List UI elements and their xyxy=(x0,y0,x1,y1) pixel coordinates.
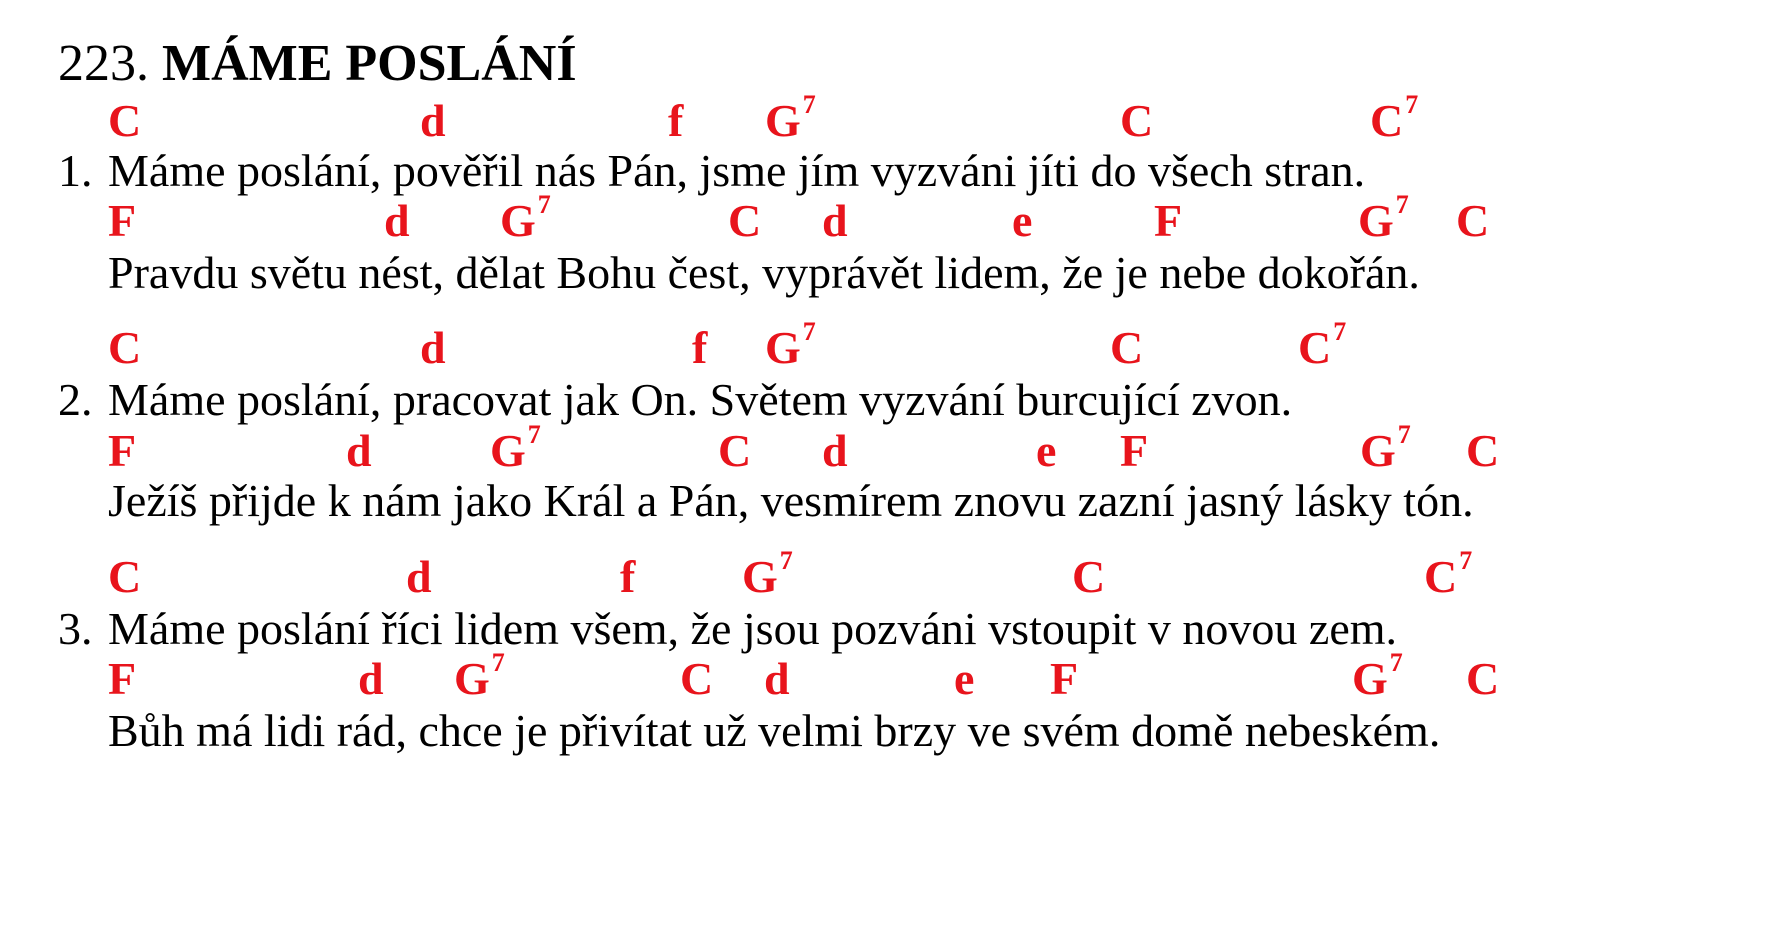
chord-root: G xyxy=(765,322,801,373)
chord-root: F xyxy=(108,425,137,476)
chord-root: G xyxy=(765,95,801,146)
chord-root: d xyxy=(384,195,410,246)
chord xyxy=(765,317,816,373)
chord xyxy=(108,425,137,476)
chord xyxy=(500,190,551,246)
chord xyxy=(420,322,446,373)
song-name: MÁME POSLÁNÍ xyxy=(162,35,577,92)
chord xyxy=(954,653,975,704)
chord-extension: 7 xyxy=(1405,90,1419,119)
chord xyxy=(1110,322,1144,373)
lyric-line xyxy=(0,247,1773,310)
chord-root: C xyxy=(1298,322,1332,373)
chord xyxy=(1466,653,1500,704)
chord xyxy=(692,322,708,373)
chord xyxy=(1050,653,1079,704)
chord-root: G xyxy=(500,195,536,246)
chord-root: f xyxy=(620,551,636,602)
chord xyxy=(728,195,762,246)
chord xyxy=(1298,317,1347,373)
chord xyxy=(1370,90,1419,146)
chord-root: G xyxy=(1360,425,1396,476)
chord-root: G xyxy=(742,551,778,602)
song-number: 223. xyxy=(58,35,149,92)
chord xyxy=(742,546,793,602)
chord xyxy=(668,95,684,146)
chord-root: f xyxy=(692,322,708,373)
chord xyxy=(680,653,714,704)
chord-extension: 7 xyxy=(1333,317,1347,346)
chord-root: f xyxy=(668,95,684,146)
chord xyxy=(718,425,752,476)
chord xyxy=(822,425,848,476)
chord xyxy=(420,95,446,146)
chord-root: C xyxy=(1370,95,1404,146)
chord xyxy=(1424,546,1473,602)
chord xyxy=(765,90,816,146)
chord xyxy=(108,95,142,146)
chord-root: d xyxy=(358,653,384,704)
chord xyxy=(1012,195,1033,246)
chord-root: d xyxy=(420,95,446,146)
lyric-line xyxy=(0,705,1773,768)
chord-root: G xyxy=(1358,195,1394,246)
chord-root: C xyxy=(728,195,762,246)
lyric-text: Máme poslání, pracovat jak On. Světem vyzvání burcující zvon. xyxy=(108,374,1293,425)
chord xyxy=(454,648,505,704)
chord-root: C xyxy=(1466,653,1500,704)
song-title xyxy=(58,35,577,92)
chord xyxy=(1358,190,1409,246)
chord-root: G xyxy=(454,653,490,704)
chord-extension: 7 xyxy=(779,546,793,575)
chord xyxy=(620,551,636,602)
chord-extension: 7 xyxy=(1389,648,1403,677)
chord-root: C xyxy=(1456,195,1490,246)
chord-root: C xyxy=(108,551,142,602)
chord-root: C xyxy=(108,95,142,146)
chord xyxy=(1466,425,1500,476)
chord xyxy=(1072,551,1106,602)
chord xyxy=(384,195,410,246)
chord-root: C xyxy=(680,653,714,704)
chord xyxy=(108,195,137,246)
chord xyxy=(1456,195,1490,246)
chord-root: G xyxy=(490,425,526,476)
lyric-text: Máme poslání, pověřil nás Pán, jsme jím vyzváni jíti do všech stran. xyxy=(108,145,1366,196)
verse-number: 3. xyxy=(58,603,93,654)
chord-root: e xyxy=(954,653,975,704)
chord xyxy=(406,551,432,602)
chord xyxy=(1352,648,1403,704)
chord xyxy=(1036,425,1057,476)
chord-root: F xyxy=(108,195,137,246)
chord-root: F xyxy=(1050,653,1079,704)
chord-root: e xyxy=(1012,195,1033,246)
chord-extension: 7 xyxy=(1459,546,1473,575)
chord-root: d xyxy=(346,425,372,476)
chord-root: C xyxy=(1072,551,1106,602)
chord-extension: 7 xyxy=(527,420,541,449)
chord-root: d xyxy=(822,425,848,476)
chord-extension: 7 xyxy=(537,190,551,219)
chord-root: C xyxy=(1424,551,1458,602)
chord-extension: 7 xyxy=(1397,420,1411,449)
chord-root: d xyxy=(420,322,446,373)
chord-root: C xyxy=(108,322,142,373)
chord xyxy=(764,653,790,704)
verse-number: 2. xyxy=(58,374,93,425)
lyric-text: Máme poslání říci lidem všem, že jsou pozváni vstoupit v novou zem. xyxy=(108,603,1398,654)
chord-root: e xyxy=(1036,425,1057,476)
chord-root: d xyxy=(822,195,848,246)
chord xyxy=(1120,95,1154,146)
chord-root: d xyxy=(764,653,790,704)
chord-root: d xyxy=(406,551,432,602)
chord-root: G xyxy=(1352,653,1388,704)
chord-root: C xyxy=(1466,425,1500,476)
lyric-text: Ježíš přijde k nám jako Král a Pán, vesmírem znovu zazní jasný lásky tón. xyxy=(108,475,1474,526)
chord xyxy=(490,420,541,476)
chord xyxy=(108,551,142,602)
lyric-text: Bůh má lidi rád, chce je přivítat už velmi brzy ve svém domě nebeském. xyxy=(108,705,1441,756)
chord-extension: 7 xyxy=(802,317,816,346)
chord-root: C xyxy=(1110,322,1144,373)
chord-extension: 7 xyxy=(1395,190,1409,219)
chord-root: F xyxy=(108,653,137,704)
chord xyxy=(108,653,137,704)
verse-number: 1. xyxy=(58,145,93,196)
chord xyxy=(1120,425,1149,476)
chord-extension: 7 xyxy=(802,90,816,119)
lyric-text: Pravdu světu nést, dělat Bohu čest, vyprávět lidem, že je nebe dokořán. xyxy=(108,247,1420,298)
chord-root: C xyxy=(1120,95,1154,146)
chord-root: F xyxy=(1120,425,1149,476)
chord-root: F xyxy=(1154,195,1183,246)
chord-extension: 7 xyxy=(491,648,505,677)
chord xyxy=(108,322,142,373)
chord xyxy=(358,653,384,704)
chord xyxy=(822,195,848,246)
lyric-line xyxy=(0,475,1773,538)
chord xyxy=(346,425,372,476)
chord-root: C xyxy=(718,425,752,476)
chord xyxy=(1360,420,1411,476)
chord xyxy=(1154,195,1183,246)
